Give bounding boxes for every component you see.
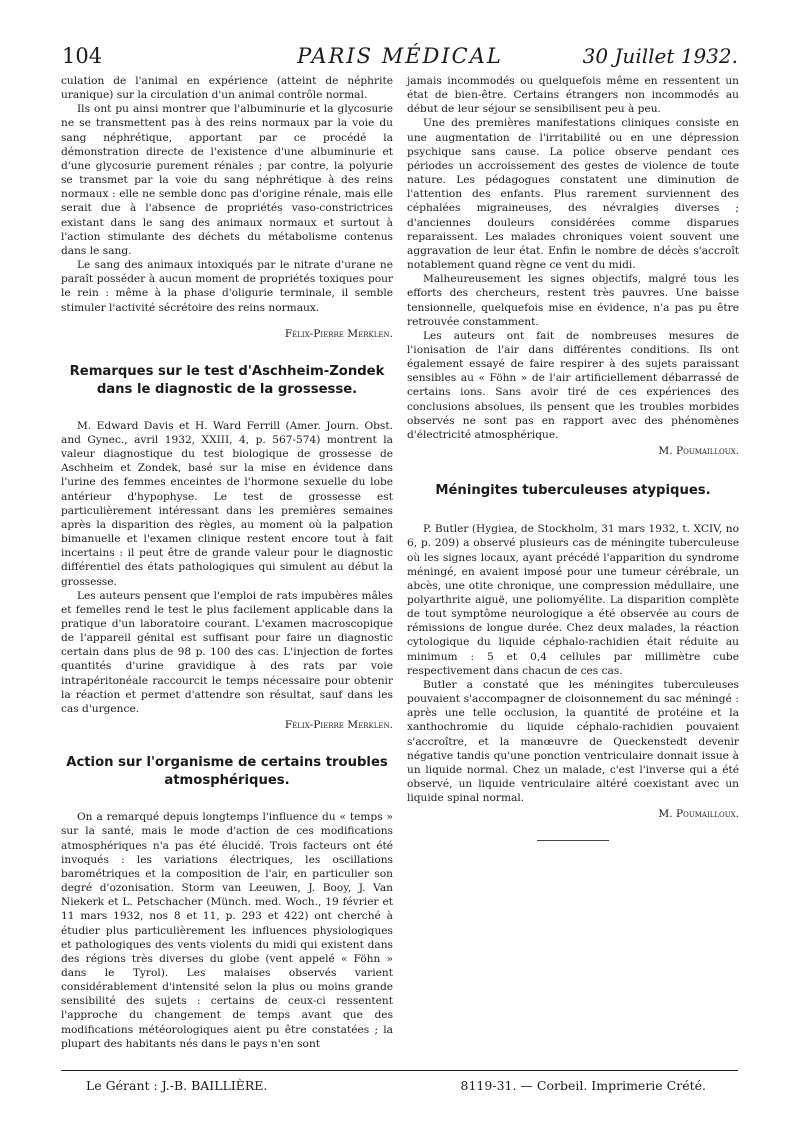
right-column bbox=[407, 74, 739, 841]
footer-gerant: Le Gérant : J.-B. BAILLIÈRE. bbox=[86, 1078, 268, 1093]
journal-title: PARIS MÉDICAL bbox=[297, 44, 503, 68]
section-divider bbox=[537, 840, 609, 841]
paragraph: On a remarqué depuis longtemps l'influence du « temps » sur la santé, mais le mode d'action de ces modifications atmosphériques n'a pas été élucidé. Trois facteurs ont été invoqués : les variations électriques, les oscillations barométriques et la composition de l'air, en particulier son degré d'ozonisation. Storm van Leeuwen, J. Booy, J. Van Niekerk et L. Petschacher (Münch. med. Woch., 19 février et 11 mars 1932, nos 8 et 11, p. 293 et 422) ont cherché à étudier plus particulièrement les influences physiologiques et pathologiques des vents violents du midi qui existent dans des régions très diverses du globe (vent appelé « Föhn » dans le Tyrol). Les malaises observés varient considérablement d'intensité selon la plus ou moins grande sensibilité des sujets : certains de ceux-ci ressentent l'approche du changement de temps avant que des modifications météorologiques aient pu être constatées ; la plupart des habitants nés dans le pays n'en sont bbox=[61, 811, 393, 1050]
author-signature: M. Poumailloux. bbox=[658, 445, 739, 458]
author-signature: Félix-Pierre Merklen. bbox=[284, 327, 393, 340]
paragraph: Malheureusement les signes objectifs, malgré tous les efforts des chercheurs, restent très pauvres. Une baisse tensionnelle, quelquefois mise en évidence, n'a pas pu être retrouvée constamment. bbox=[407, 273, 739, 328]
footer-divider bbox=[61, 1070, 738, 1071]
paragraph: Ils ont pu ainsi montrer que l'albuminurie et la glycosurie ne se transmettent pas à des reins normaux par la voie du sang néphrétique, apportant par ce procédé la démonstration directe de l'existence d'une albuminurie et d'une glycosurie purement rénales ; par contre, la polyurie se transmet par la voie du sang néphrétique à des reins normaux : elle ne semble donc pas d'origine rénale, mais elle serait due à l'absence de propriétés vaso-constrictrices existant dans le sang des animaux normaux et surtout à l'action stimulante des déchets du métabolisme contenus dans le sang. bbox=[61, 103, 393, 257]
left-column bbox=[61, 74, 393, 1051]
page-header bbox=[62, 44, 738, 72]
article-heading: Action sur l'organisme de certains troubles atmosphériques. bbox=[66, 755, 388, 789]
paragraph: P. Butler (Hygiea, de Stockholm, 31 mars 1932, t. XCIV, no 6, p. 209) a observé plusieurs cas de méningite tuberculeuse où les signes locaux, ayant précédé l'apparition du syndrome méningé, en avaient imposé pour une tumeur cérébrale, un abcès, une otite chronique, une compression médullaire, une polyarthrite aiguë, une poliomyélite. La disparition complète de tout symptôme neurologique a été observée au cours de rémissions de longue durée. Chez deux malades, la réaction cytologique du liquide céphalo-rachidien était réduite au minimum : 5 et 0,4 cellules par millimètre cube respectivement dans chacun de ces cas. bbox=[407, 523, 739, 677]
author-signature: Félix-Pierre Merklen. bbox=[284, 719, 393, 732]
paragraph: Une des premières manifestations cliniques consiste en une augmentation de l'irritabilité ou en une dépression psychique sans cause. La police observe pendant ces périodes un accroissement des gestes de violence de toute nature. Les pédagogues constatent une diminution de l'attention des enfants. Plus rarement surviennent des céphalées migraineuses, des névralgies diverses ; d'anciennes douleurs considérées comme disparues reparaissent. Les malades chroniques voient souvent une aggravation de leur état. Enfin le nombre de décès s'accroît notablement quand règne ce vent du midi. bbox=[407, 117, 739, 272]
paragraph: Les auteurs ont fait de nombreuses mesures de l'ionisation de l'air dans différentes conditions. Ils ont également essayé de faire respirer à des sujets paraissant sensibles au « Föhn » de l'air artificiellement débarrassé de certains ions. Sans avoir tiré de ces expériences des conclusions absolues, ils pensent que les troubles morbides observés ne sont pas en rapport avec des phénomènes d'électricité atmosphérique. bbox=[407, 329, 739, 441]
paragraph: Le sang des animaux intoxiqués par le nitrate d'urane ne paraît posséder à aucun moment de propriétés toxiques pour le rein : même à la phase d'oligurie terminale, il semble stimuler l'activité sécrétoire des reins normaux. bbox=[61, 259, 393, 314]
article-heading: Remarques sur le test d'Aschheim-Zondek dans le diagnostic de la grossesse. bbox=[69, 363, 385, 397]
paragraph: Les auteurs pensent que l'emploi de rats impubères mâles et femelles rend le test le plus facilement applicable dans la pratique d'un laboratoire courant. L'examen macroscopique de l'appareil génital est suffisant pour faire un diagnostic certain dans plus de 98 p. 100 des cas. L'injection de fortes quantités d'urine gravidique à des rats par voie intrapéritonéale raccourcit le temps nécessaire pour obtenir la réaction et permet d'attendre son résultat, sauf dans les cas d'urgence. bbox=[61, 589, 393, 715]
author-signature: M. Poumailloux. bbox=[658, 808, 739, 821]
page-number: 104 bbox=[62, 44, 103, 68]
issue-date: 30 Juillet 1932. bbox=[582, 44, 738, 68]
paragraph: M. Edward Davis et H. Ward Ferrill (Amer. Journ. Obst. and Gynec., avril 1932, XXIII, 4, p. 567-574) montrent la valeur diagnostique du test biologique de grossesse de Aschheim et Zondek, basé sur la mise en évidence dans l'urine des femmes enceintes de l'hormone sexuelle du lobe antérieur d'hypophyse. Le test de grossesse est particulièrement intéressant dans les premières semaines après la disparition des règles, au moment où la palpation bimanuelle et l'examen clinique restent encore tout à fait incertains : il peut être de grande valeur pour le diagnostic différentiel des états pathologiques qui simulent au début la grossesse. bbox=[61, 419, 393, 588]
footer-imprint: 8119-31. — Corbeil. Imprimerie Crété. bbox=[460, 1078, 706, 1093]
paragraph: jamais incommodés ou quelquefois même en ressentent un état de bien-être. Certains étrangers non incommodés au début de leur séjour se sensibilisent peu à peu. bbox=[407, 75, 739, 116]
paragraph: Butler a constaté que les méningites tuberculeuses pouvaient s'accompagner de cloisonnement du sac méningé : après une telle occlusion, la quantité de protéine et la xanthochromie du liquide céphalo-rachidien pouvaient s'accroître, et la manœuvre de Queckenstedt devenir négative tandis qu'une ponction ventriculaire donnait issue à un liquide normal. Chez un malade, c'est l'inverse qui a été observé, un liquide ventriculaire altéré coexistant avec un liquide spinal normal. bbox=[407, 678, 739, 805]
paragraph: culation de l'animal en expérience (atteint de néphrite uranique) sur la circulation d'un animal contrôle normal. bbox=[61, 75, 393, 102]
article-heading: Méningites tuberculeuses atypiques. bbox=[435, 483, 711, 499]
